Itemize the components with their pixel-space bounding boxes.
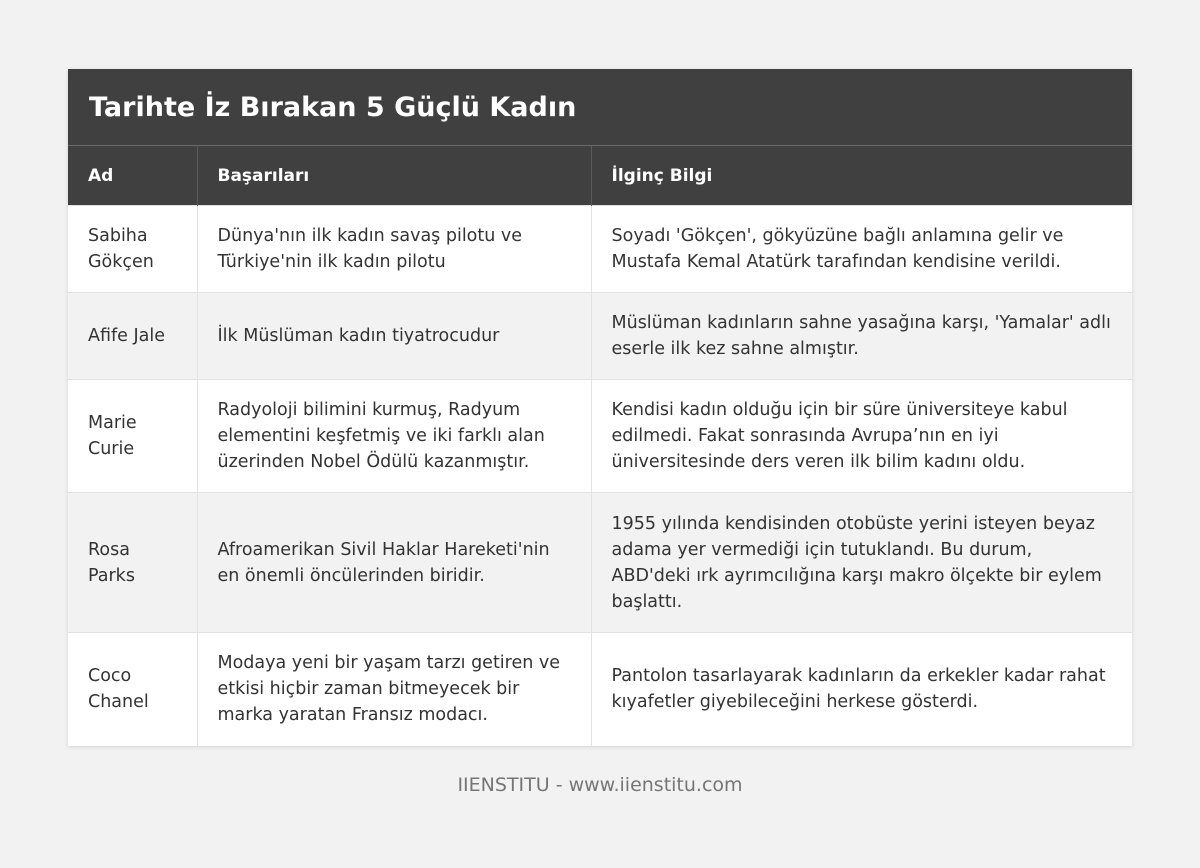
table-header-row bbox=[68, 146, 1132, 206]
table-row bbox=[68, 293, 1132, 380]
cell-fact: 1955 yılında kendisinden otobüste yerini isteyen beyaz adama yer vermediği için tutuklandı. Bu durum, ABD'deki ırk ayrımcılığına karşı makro ölçekte bir eylem başlattı. bbox=[591, 493, 1132, 633]
cell-achievements: Dünya'nın ilk kadın savaş pilotu ve Türkiye'nin ilk kadın pilotu bbox=[197, 206, 591, 293]
table-title: Tarihte İz Bırakan 5 Güçlü Kadın bbox=[68, 69, 1132, 145]
cell-fact: Kendisi kadın olduğu için bir süre üniversiteye kabul edilmedi. Fakat sonrasında Avrupa’nın en iyi üniversitesinde ders veren ilk bilim kadını oldu. bbox=[591, 380, 1132, 493]
table-row bbox=[68, 493, 1132, 633]
cell-name: Coco Chanel bbox=[68, 633, 197, 746]
cell-fact: Müslüman kadınların sahne yasağına karşı, 'Yamalar' adlı eserle ilk kez sahne almıştır. bbox=[591, 293, 1132, 380]
cell-achievements: Radyoloji bilimini kurmuş, Radyum elementini keşfetmiş ve iki farklı alan üzerinden Nobel Ödülü kazanmıştır. bbox=[197, 380, 591, 493]
table-row bbox=[68, 633, 1132, 746]
column-header-achievements: Başarıları bbox=[197, 146, 591, 206]
column-header-fact: İlginç Bilgi bbox=[591, 146, 1132, 206]
cell-name: Marie Curie bbox=[68, 380, 197, 493]
cell-fact: Soyadı 'Gökçen', gökyüzüne bağlı anlamına gelir ve Mustafa Kemal Atatürk tarafından kendisine verildi. bbox=[591, 206, 1132, 293]
cell-name: Afife Jale bbox=[68, 293, 197, 380]
cell-achievements: Modaya yeni bir yaşam tarzı getiren ve etkisi hiçbir zaman bitmeyecek bir marka yaratan Fransız modacı. bbox=[197, 633, 591, 746]
cell-name: Sabiha Gökçen bbox=[68, 206, 197, 293]
cell-achievements: Afroamerikan Sivil Haklar Hareketi'nin en önemli öncülerinden biridir. bbox=[197, 493, 591, 633]
table-row bbox=[68, 380, 1132, 493]
cell-fact: Pantolon tasarlayarak kadınların da erkekler kadar rahat kıyafetler giyebileceğini herkese gösterdi. bbox=[591, 633, 1132, 746]
cell-name: Rosa Parks bbox=[68, 493, 197, 633]
footer-credit: IIENSTITU - www.iienstitu.com bbox=[457, 774, 743, 796]
cell-achievements: İlk Müslüman kadın tiyatrocudur bbox=[197, 293, 591, 380]
table-card bbox=[68, 69, 1132, 746]
column-header-name: Ad bbox=[68, 146, 197, 206]
table-row bbox=[68, 206, 1132, 293]
women-table bbox=[68, 145, 1132, 746]
